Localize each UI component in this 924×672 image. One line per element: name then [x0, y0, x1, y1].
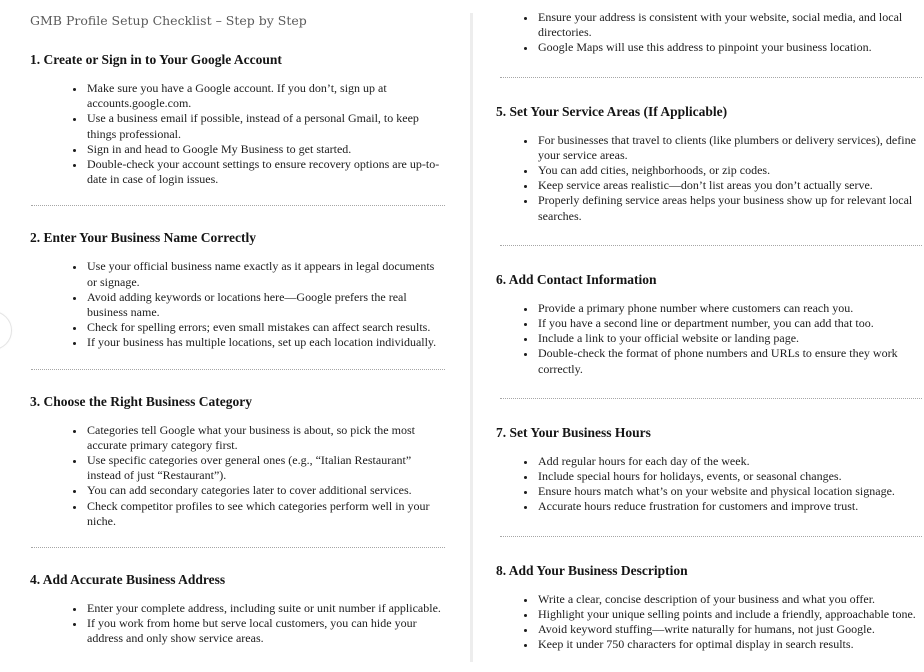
document-title: GMB Profile Setup Checklist – Step by Step	[30, 13, 307, 28]
bullet-item: • Google Maps will use this address to pinpoint your business location.	[536, 40, 922, 55]
section-heading: 5. Set Your Service Areas (If Applicable)	[496, 103, 728, 119]
bullet-item: • Accurate hours reduce frustration for customers and improve trust.	[536, 499, 922, 514]
bullet-item: • Provide a primary phone number where customers can reach you.	[536, 301, 922, 316]
bullet-item: • If you work from home but serve local customers, you can hide your address and only show service areas.	[85, 616, 445, 646]
bullet-item: • Use a business email if possible, instead of a personal Gmail, to keep things professional.	[85, 111, 445, 141]
section-divider	[500, 245, 922, 246]
bullet-item: • Keep it under 750 characters for optimal display in search results.	[536, 637, 922, 652]
bullet-list	[30, 259, 445, 350]
section-heading: 6. Add Contact Information	[496, 271, 657, 287]
page-left	[30, 14, 445, 647]
section-divider	[31, 547, 445, 548]
bullet-item: • Ensure hours match what’s on your website and physical location signage.	[536, 484, 922, 499]
bullet-item: • Include special hours for holidays, events, or seasonal changes.	[536, 469, 922, 484]
left-column-content	[30, 53, 445, 647]
bullet-item: • Add regular hours for each day of the week.	[536, 454, 922, 469]
bullet-list	[496, 133, 922, 224]
section-divider	[500, 536, 922, 537]
bullet-item: • Enter your complete address, including suite or unit number if applicable.	[85, 601, 445, 616]
section-heading: 8. Add Your Business Description	[496, 562, 688, 578]
bullet-item: • Avoid keyword stuffing—write naturally for humans, not just Google.	[536, 622, 922, 637]
bullet-item: • Double-check the format of phone numbers and URLs to ensure they work correctly.	[536, 346, 922, 376]
bullet-item: • Check competitor profiles to see which categories perform well in your niche.	[85, 499, 445, 529]
bullet-item: • Sign in and head to Google My Business to get started.	[85, 142, 445, 157]
section-divider	[500, 77, 922, 78]
bullet-list	[496, 10, 922, 56]
bullet-item: • If you have a second line or department number, you can add that too.	[536, 316, 922, 331]
bullet-item: • Properly defining service areas helps your business show up for relevant local searches.	[536, 193, 922, 223]
page-gap-divider	[470, 13, 473, 662]
bullet-item: • Use your official business name exactly as it appears in legal documents or signage.	[85, 259, 445, 289]
bullet-item: • If your business has multiple locations, set up each location individually.	[85, 335, 445, 350]
section-heading: 3. Choose the Right Business Category	[30, 393, 253, 409]
bullet-list	[30, 423, 445, 529]
bullet-item: • Highlight your unique selling points and include a friendly, approachable tone.	[536, 607, 922, 622]
section-heading: 7. Set Your Business Hours	[496, 424, 651, 440]
section-divider	[500, 398, 922, 399]
bullet-item: • Include a link to your official website or landing page.	[536, 331, 922, 346]
bullet-item: • Check for spelling errors; even small mistakes can affect search results.	[85, 320, 445, 335]
page-right	[496, 10, 922, 652]
bullet-list	[496, 301, 922, 377]
bullet-item: • Categories tell Google what your business is about, so pick the most accurate primary category first.	[85, 423, 445, 453]
section-heading: 4. Add Accurate Business Address	[30, 572, 226, 588]
bullet-item: • Avoid adding keywords or locations here—Google prefers the real business name.	[85, 290, 445, 320]
bullet-list	[30, 81, 445, 187]
bullet-list	[30, 601, 445, 647]
bullet-item: • Keep service areas realistic—don’t list areas you don’t actually serve.	[536, 178, 922, 193]
bullet-item: • You can add cities, neighborhoods, or zip codes.	[536, 163, 922, 178]
right-column-content	[496, 10, 922, 652]
section-divider	[31, 205, 445, 206]
bullet-list	[496, 454, 922, 515]
section-heading: 2. Enter Your Business Name Correctly	[30, 230, 256, 246]
bullet-item: • Use specific categories over general ones (e.g., “Italian Restaurant” instead of just “Restaurant”).	[85, 453, 445, 483]
bullet-item: • Make sure you have a Google account. If you don’t, sign up at accounts.google.com.	[85, 81, 445, 111]
bullet-item: • Ensure your address is consistent with your website, social media, and local directories.	[536, 10, 922, 40]
section-heading: 1. Create or Sign in to Your Google Account	[30, 52, 282, 67]
bullet-item: • You can add secondary categories later to cover additional services.	[85, 483, 445, 498]
prev-page-button[interactable]	[0, 311, 12, 350]
bullet-item: • Double-check your account settings to ensure recovery options are up-to-date in case of login issues.	[85, 157, 445, 187]
bullet-list	[496, 592, 922, 653]
bullet-item: • For businesses that travel to clients (like plumbers or delivery services), define your service areas.	[536, 133, 922, 163]
bullet-item: • Write a clear, concise description of your business and what you offer.	[536, 592, 922, 607]
section-divider	[31, 369, 445, 370]
